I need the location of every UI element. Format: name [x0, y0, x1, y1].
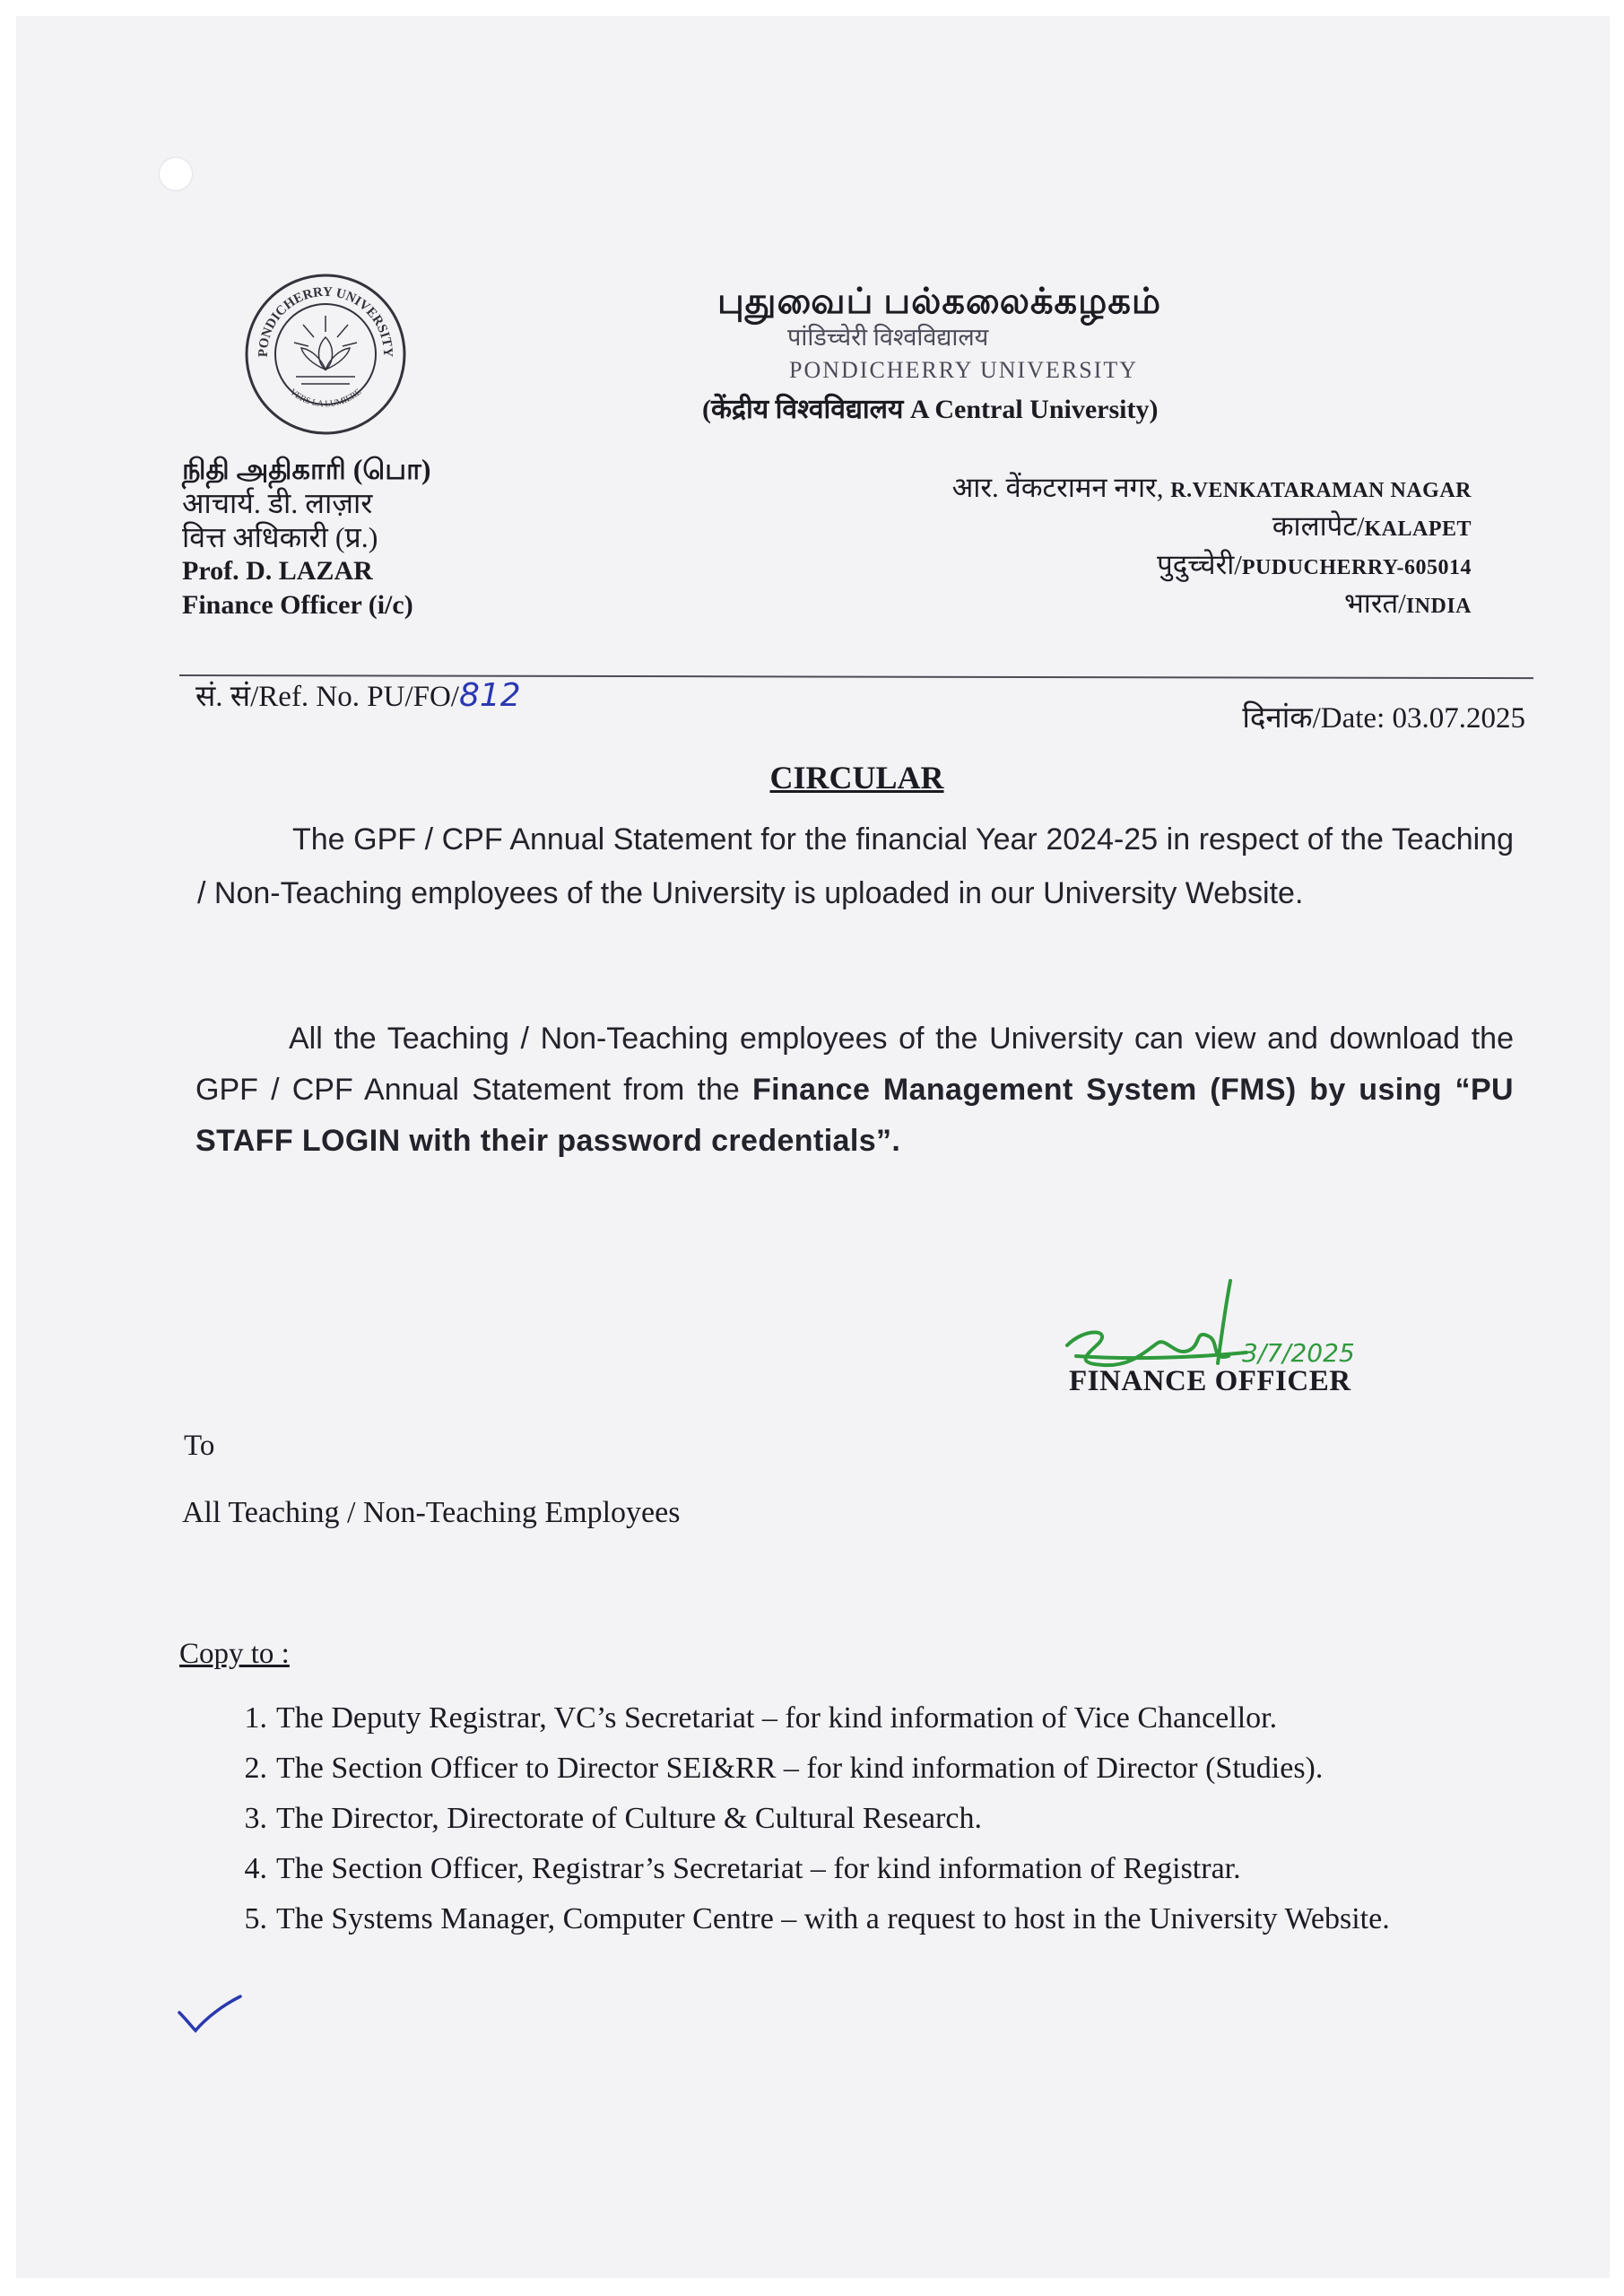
copy-to-list: [222, 1700, 1496, 1952]
signatory-title: FINANCE OFFICER: [1069, 1365, 1351, 1397]
circular-paragraph-1: The GPF / CPF Annual Statement for the financial Year 2024-25 in respect of the Teaching / Non-Teaching employees of the University is uploaded in our University Website.: [197, 822, 1514, 910]
address-line4-hindi: भारत/: [1344, 587, 1406, 619]
university-address: [952, 470, 1472, 624]
address-line3: PUDUCHERRY-605014: [1241, 556, 1472, 579]
signature-date: 3/7/2025: [1242, 1338, 1355, 1368]
to-label: To: [184, 1430, 215, 1462]
list-item: 4. The Section Officer, Registrar’s Secretariat – for kind information of Registrar.: [244, 1852, 1241, 1885]
central-university-tag: (केंद्रीय विश्वविद्यालय A Central University): [702, 395, 1159, 424]
date-label: दिनांक/Date:: [1242, 702, 1393, 735]
university-name-tamil: புதுவைப் பல்கலைக்கழகம்: [717, 281, 1162, 321]
university-seal-logo: [240, 269, 411, 439]
university-name-english: PONDICHERRY UNIVERSITY: [789, 357, 1138, 383]
reference-handwritten-number: 812: [458, 677, 521, 714]
officer-title-hindi: वित्त अधिकारी (प्र.): [182, 521, 378, 553]
address-line1-hindi: आर. वेंकटरामन नगर,: [951, 472, 1171, 503]
checkmark-icon: [176, 1993, 244, 2034]
svg-text:VERS LA LUMIERE: [288, 387, 363, 410]
paragraph-2-text: All the Teaching / Non-Teaching employees of the University can view and download the GPF / CPF Annual Statement from the: [195, 1022, 1514, 1107]
reference-number: [195, 674, 521, 715]
address-line3-hindi: पुदुच्चेरी/: [1157, 549, 1242, 580]
officer-name: Prof. D. LAZAR: [182, 556, 373, 586]
circular-title: CIRCULAR: [769, 760, 944, 796]
officer-title-tamil: நிதி அதிகாரி (பொ): [182, 453, 431, 485]
copy-to-label: Copy to :: [179, 1638, 290, 1670]
list-item: 3. The Director, Directorate of Culture & Cultural Research.: [244, 1802, 982, 1835]
paragraph-2-bold-text: Finance Management System (FMS) by using “PU STAFF LOGIN with their password credentials”.: [195, 1073, 1514, 1158]
list-item: 5. The Systems Manager, Computer Centre – with a request to host in the University Website.: [244, 1902, 1390, 1935]
address-line2: KALAPET: [1364, 517, 1472, 541]
punch-hole: [160, 158, 192, 190]
seal-text-top: PONDICHERRY UNIVERSITY: [256, 284, 395, 358]
circular-paragraph-2: [195, 1013, 1514, 1167]
address-line1: R.VENKATARAMAN NAGAR: [1170, 479, 1472, 502]
officer-title: Finance Officer (i/c): [182, 590, 413, 620]
officer-block: [182, 452, 559, 622]
list-item: 2. The Section Officer to Director SEI&RR – for kind information of Director (Studies).: [244, 1752, 1324, 1785]
list-item: 1. The Deputy Registrar, VC’s Secretariat – for kind information of Vice Chancellor.: [244, 1701, 1278, 1735]
reference-prefix: सं. सं/Ref. No. PU/FO/: [195, 681, 459, 713]
circular-date: [1242, 696, 1525, 736]
university-name-hindi: पांडिच्चेरी विश्वविद्यालय: [787, 324, 989, 351]
address-line4: INDIA: [1405, 595, 1472, 618]
officer-name-hindi: आचार्य. डी. लाज़ार: [182, 487, 373, 519]
seal-text-bottom: VERS LA LUMIERE: [287, 387, 364, 410]
addressees: All Teaching / Non-Teaching Employees: [182, 1496, 681, 1529]
address-line2-hindi: कालापेट/: [1272, 510, 1365, 542]
date-value: 03.07.2025: [1392, 702, 1525, 735]
